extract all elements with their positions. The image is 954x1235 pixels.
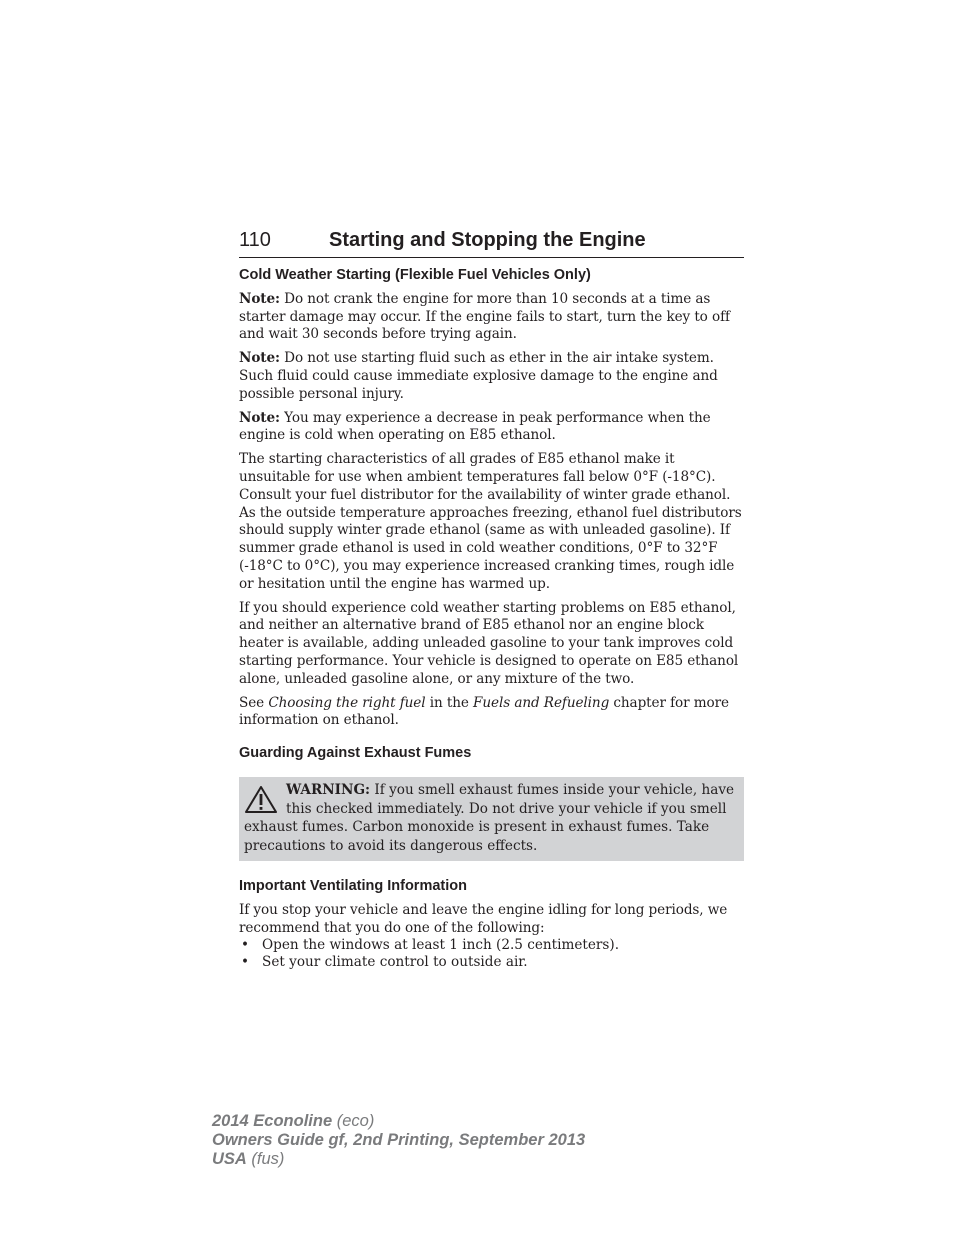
bullet-glyph: •	[241, 937, 250, 954]
page-content	[239, 229, 744, 970]
footer-guide-line	[212, 1131, 585, 1150]
link-fuels-and-refueling[interactable]: Fuels and Refueling	[473, 694, 610, 711]
ventilating-list	[239, 937, 744, 970]
paragraph-ventilating-intro: If you stop your vehicle and leave the engine idling for long periods, we recommend that you do one of the following:	[239, 901, 728, 936]
chapter-title: Starting and Stopping the Engine	[329, 229, 646, 251]
footer-model-line	[212, 1112, 585, 1131]
paragraph-cold-weather-problems: If you should experience cold weather starting problems on E85 ethanol, and neither an alternative brand of E85 ethanol nor an engine block heater is available, adding unleaded gasoline to your tank improves cold starting performance. Your vehicle is designed to operate on E85 ethanol alone, unleaded gasoline alone, or any mixture of the two.	[239, 599, 739, 687]
footer-model-code: (eco)	[332, 1112, 375, 1130]
section-heading-ventilating: Important Ventilating Information	[239, 878, 467, 895]
warning-text: If you smell exhaust fumes inside your vehicle, have this checked immediately. Do not drive your vehicle if you smell exhaust fumes. Carbon monoxide is present in exhaust fumes. Take precautions to avoid its dangerous effects.	[244, 782, 735, 854]
warning-triangle-icon	[244, 785, 278, 815]
paragraph-starting-characteristics: The starting characteristics of all grades of E85 ethanol make it unsuitable for use when ambient temperatures fall below 0°F (-18°C). Consult your fuel distributor for the availability of winter grade ethanol. As the outside temperature approaches freezing, ethanol fuel distributors should supply winter grade ethanol (same as with unleaded gasoline). If summer grade ethanol is used in cold weather conditions, 0°F to 32°F (-18°C to 0°C), you may experience increased cranking times, rough idle or hesitation until the engine has warmed up.	[239, 451, 742, 592]
footer-model: 2014 Econoline	[212, 1112, 333, 1130]
footer-guide: Owners Guide gf, 2nd Printing, September 2013	[212, 1131, 586, 1149]
see-middle: in the	[425, 694, 474, 711]
note-crank	[239, 291, 744, 344]
page-header	[239, 229, 744, 258]
list-item	[239, 954, 744, 971]
warning-box	[239, 777, 744, 861]
note-starting-fluid	[239, 350, 744, 403]
footer-region: USA	[212, 1150, 247, 1168]
link-choosing-right-fuel[interactable]: Choosing the right fuel	[268, 694, 426, 711]
bullet-glyph: •	[241, 953, 250, 970]
see-prefix: See	[239, 694, 269, 711]
section-heading-cold-weather: Cold Weather Starting (Flexible Fuel Vehicles Only)	[239, 267, 591, 283]
note-text: Do not use starting fluid such as ether in the air intake system. Such fluid could cause immediate explosive damage to the engine and possible personal injury.	[239, 350, 718, 402]
note-label: Note:	[239, 350, 280, 367]
note-label: Note:	[239, 409, 280, 426]
page-footer	[212, 1112, 585, 1169]
paragraph-see-also	[239, 695, 744, 731]
footer-region-code: (fus)	[246, 1150, 285, 1168]
note-performance	[239, 410, 744, 446]
list-item	[239, 937, 744, 954]
note-text: Do not crank the engine for more than 10 seconds at a time as starter damage may occur. If the engine fails to start, turn the key to off and wait 30 seconds before trying again.	[239, 290, 730, 343]
note-text: You may experience a decrease in peak performance when the engine is cold when operating on E85 ethanol.	[239, 409, 711, 444]
list-item-text: Set your climate control to outside air.	[262, 953, 528, 970]
footer-region-line	[212, 1150, 585, 1169]
see-suffix: chapter for more information on ethanol.	[239, 694, 729, 729]
section-heading-exhaust-fumes: Guarding Against Exhaust Fumes	[239, 745, 472, 762]
page-number: 110	[239, 229, 271, 251]
list-item-text: Open the windows at least 1 inch (2.5 centimeters).	[262, 937, 620, 954]
warning-label: WARNING:	[286, 782, 371, 799]
note-label: Note:	[239, 290, 280, 307]
